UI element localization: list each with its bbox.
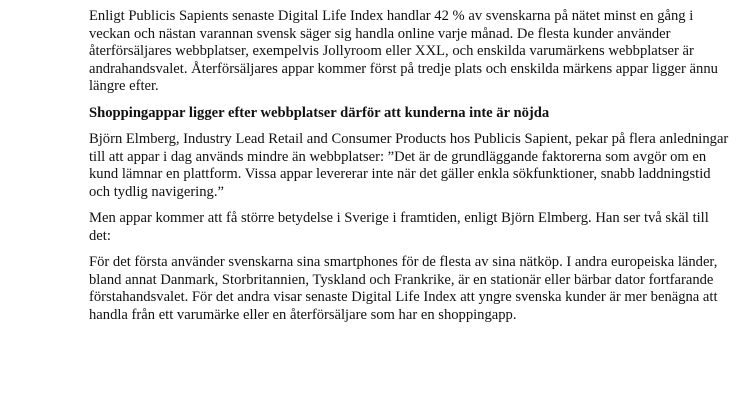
paragraph-quote: Björn Elmberg, Industry Lead Retail and Consumer Products hos Publicis Sapient, pekar på flera anledningar till att appar i dag används mindre än webbplatser: ”Det är de grundläggande faktorerna som avgör om en kund lämnar en plattform. Vissa appar levererar inte när det gäller enkla sökfunktioner, snabb laddningstid och tydlig navigering.”	[89, 131, 729, 200]
paragraph-intro: Enligt Publicis Sapients senaste Digital Life Index handlar 42 % av svenskarna på nätet minst en gång i veckan och nästan varannan svensk säger sig handla online varje månad. De flesta kunder använder återförsäljares webbplatser, exempelvis Jollyroom eller XXL, och enskilda varumärkens webbplatser är andrahandsvalet. Återförsäljares appar kommer först på tredje plats och enskilda märkens appar ligger ännu längre efter.	[89, 8, 718, 94]
document-body	[89, 8, 729, 333]
paragraph-future: Men appar kommer att få större betydelse i Sverige i framtiden, enligt Björn Elmberg. Han ser två skäl till det:	[89, 210, 709, 244]
section-heading: Shoppingappar ligger efter webbplatser därför att kunderna inte är nöjda	[89, 104, 550, 121]
paragraph-reasons: För det första använder svenskarna sina smartphones för de flesta av sina nätköp. I andra europeiska länder, bland annat Danmark, Storbritannien, Tyskland och Frankrike, är en stationär eller bärbar dator fortfarande förstahandsvalet. För det andra visar senaste Digital Life Index att yngre svenska kunder är mer benägna att handla från ett varumärke eller en återförsäljare som har en shoppingapp.	[89, 254, 718, 323]
